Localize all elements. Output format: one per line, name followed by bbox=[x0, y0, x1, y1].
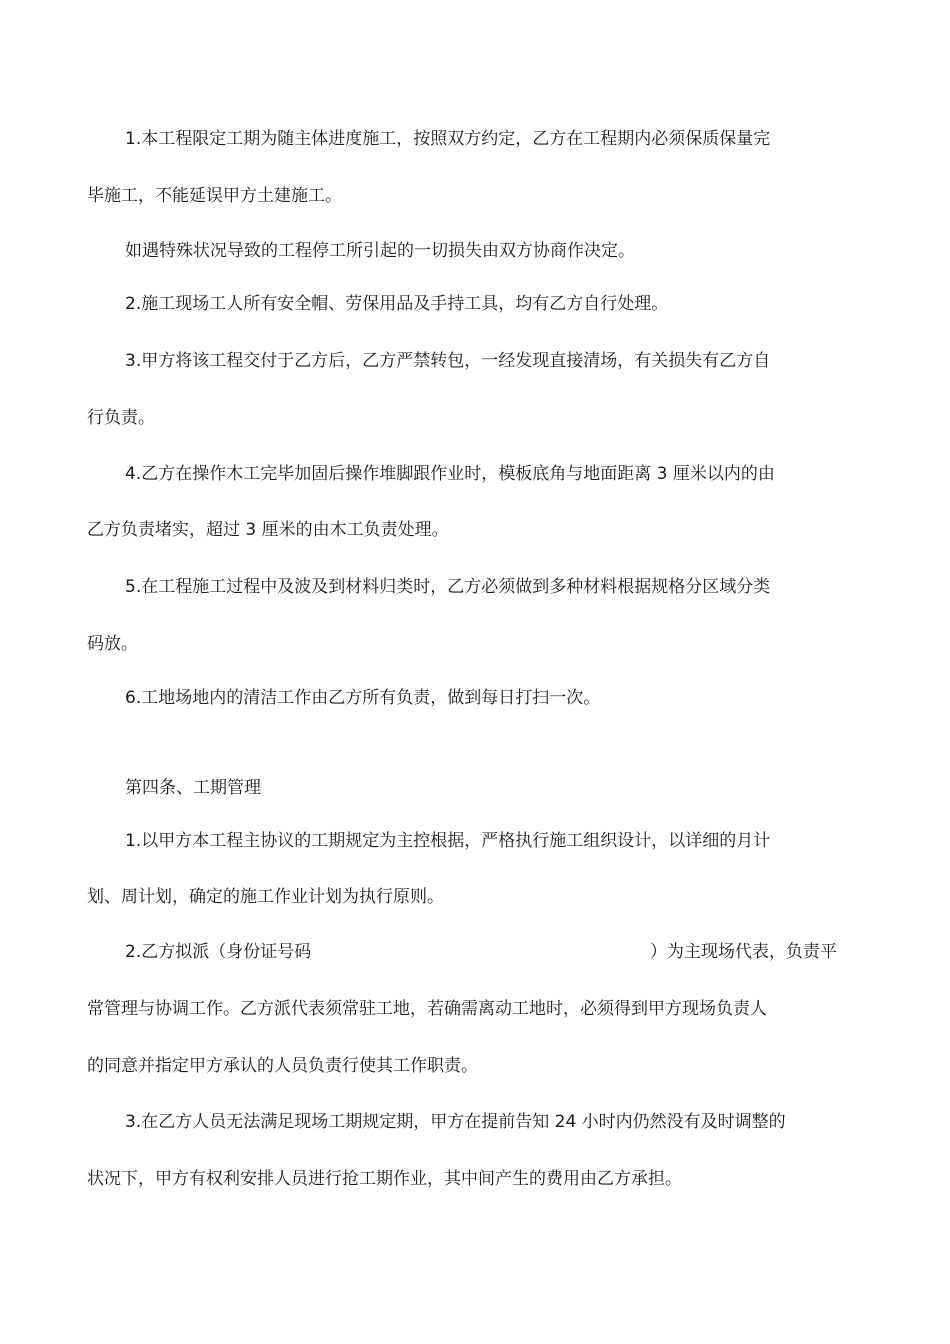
text-line: 1.以甲方本工程主协议的工期规定为主控根据，严格执行施工组织设计，以详细的月计 bbox=[125, 831, 771, 851]
text-line: 4.乙方在操作木工完毕加固后操作堆脚跟作业时，模板底角与地面距离 3 厘米以内的由 bbox=[125, 464, 775, 484]
text-line: 3.甲方将该工程交付于乙方后，乙方严禁转包，一经发现直接清场，有关损失有乙方自 bbox=[125, 351, 771, 371]
text-line: 乙方负责堵实，超过 3 厘米的由木工负责处理。 bbox=[87, 520, 449, 540]
text-line: 行负责。 bbox=[87, 408, 155, 428]
section-heading: 第四条、工期管理 bbox=[125, 778, 261, 798]
text-line: 常管理与协调工作。乙方派代表须常驻工地，若确需离动工地时，必须得到甲方现场负责人 bbox=[87, 999, 767, 1019]
text-line: 6.工地场地内的清洁工作由乙方所有负责，做到每日打扫一次。 bbox=[125, 688, 601, 708]
text-line: 如遇特殊状况导致的工程停工所引起的一切损失由双方协商作决定。 bbox=[125, 241, 635, 261]
text-line: 状况下，甲方有权利安排人员进行抢工期作业，其中间产生的费用由乙方承担。 bbox=[87, 1169, 682, 1189]
text-line: 划、周计划，确定的施工作业计划为执行原则。 bbox=[87, 887, 444, 907]
text-line: 的同意并指定甲方承认的人员负责行使其工作职责。 bbox=[87, 1056, 478, 1076]
text-line: 1.本工程限定工期为随主体进度施工，按照双方约定，乙方在工程期内必须保质保量完 bbox=[125, 129, 771, 149]
text-line: 3.在乙方人员无法满足现场工期规定期，甲方在提前告知 24 小时内仍然没有及时调整的 bbox=[125, 1112, 786, 1132]
text-line: 2.施工现场工人所有安全帽、劳保用品及手持工具，均有乙方自行处理。 bbox=[125, 294, 669, 314]
text-line: 2.乙方拟派（身份证号码 bbox=[125, 942, 312, 962]
text-line: 毕施工，不能延误甲方土建施工。 bbox=[87, 186, 342, 206]
text-line: 码放。 bbox=[87, 634, 138, 654]
text-line: ）为主现场代表，负责平 bbox=[650, 942, 837, 962]
text-line: 5.在工程施工过程中及波及到材料归类时，乙方必须做到多种材料根据规格分区域分类 bbox=[125, 577, 771, 597]
